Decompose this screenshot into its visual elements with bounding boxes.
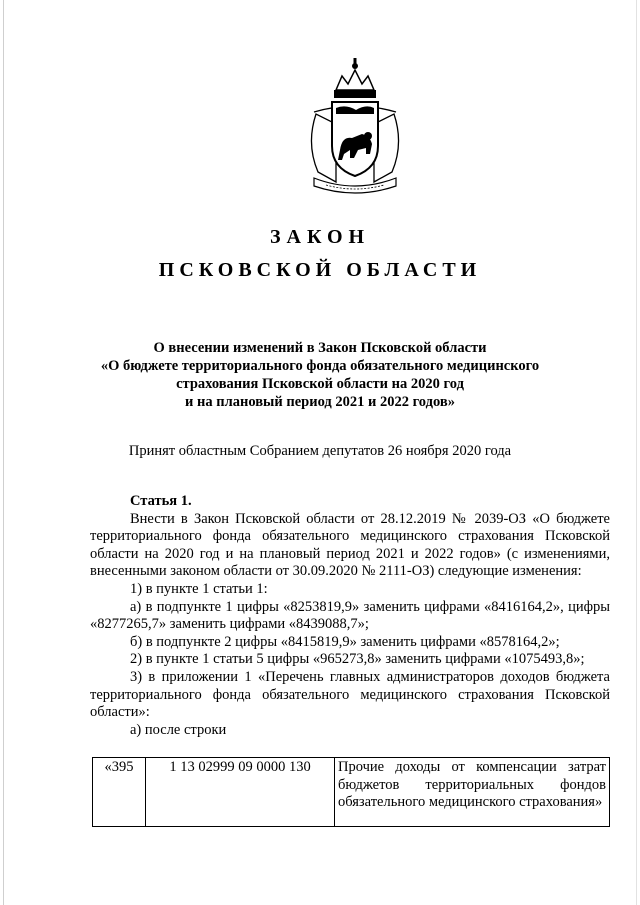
article-paragraph: 2) в пункте 1 статьи 5 цифры «965273,8» заменить цифрами «1075493,8»; <box>130 651 585 668</box>
subject-line: и на плановый период 2021 и 2022 годов» <box>185 394 455 410</box>
subject-line: «О бюджете территориального фонда обязательного медицинского <box>100 358 540 374</box>
article-paragraph: б) в подпункте 2 цифры «8415819,9» заменить цифрами «8578164,2»; <box>130 633 560 650</box>
table-cell-code: «395 <box>93 758 146 827</box>
document-title: ЗАКОН <box>269 226 371 248</box>
law-subject <box>80 339 560 411</box>
article-paragraph: 3) в приложении 1 «Перечень главных администраторов доходов бюджета территориального фонда обязательного медицинского страхования Псковской области»: <box>90 668 610 721</box>
subject-line: О внесении изменений в Закон Псковской области <box>153 340 487 356</box>
article-heading: Статья 1. <box>130 493 192 509</box>
pskov-coat-of-arms-icon <box>296 54 414 194</box>
document-region: ПСКОВСКОЙ ОБЛАСТИ <box>158 259 482 281</box>
article-paragraph: а) в подпункте 1 цифры «8253819,9» заменить цифрами «8416164,2», цифры «8277265,7» заменить цифрами «8439088,7»; <box>90 598 610 633</box>
article-paragraph: а) после строки <box>130 721 227 738</box>
adoption-note: Принят областным Собранием депутатов 26 ноября 2020 года <box>128 443 512 459</box>
revenue-table <box>92 757 610 827</box>
table-cell-name: Прочие доходы от компенсации затрат бюджетов территориальных фондов обязательного медицинского страхования» <box>335 758 610 827</box>
article-paragraph: Внести в Закон Псковской области от 28.12.2019 № 2039-ОЗ «О бюджете территориального фонда обязательного медицинского страхования Псковской области на 2020 год и на плановый период 2021 и 2022 годов» (с изменениями, внесенными законом области от 30.09.2020 № 2111-ОЗ) следующие изменения: <box>90 510 610 580</box>
article-paragraph: 1) в пункте 1 статьи 1: <box>130 580 268 597</box>
article-body <box>90 493 610 739</box>
subject-line: страхования Псковской области на 2020 год <box>176 376 464 392</box>
table-row <box>93 758 610 827</box>
table-cell-kbk: 1 13 02999 09 0000 130 <box>146 758 335 827</box>
